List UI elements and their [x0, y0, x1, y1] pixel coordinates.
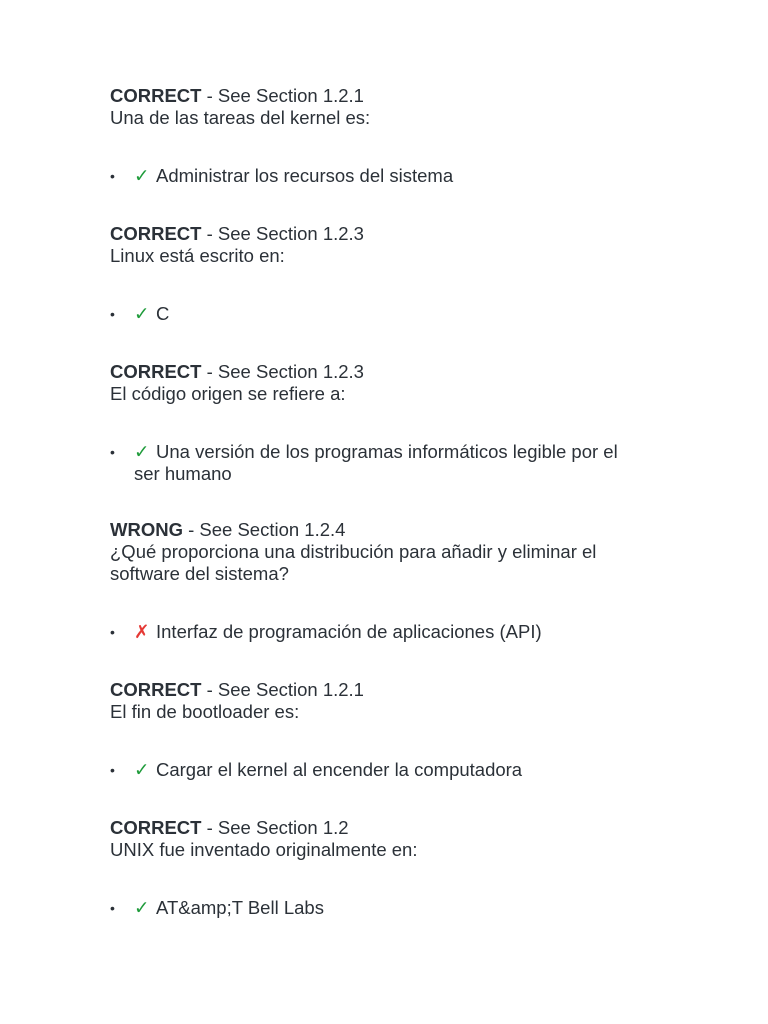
answer-item	[110, 759, 670, 781]
result-line	[110, 679, 670, 701]
answer-text: Una versión de los programas informáticos legible por el ser humano	[134, 441, 618, 484]
answer-list	[110, 621, 670, 643]
answer-list	[110, 759, 670, 781]
section-reference: - See Section 1.2.4	[182, 519, 346, 540]
question-text: ¿Qué proporciona una distribución para añadir y eliminar el software del sistema?	[110, 541, 597, 584]
check-icon: ✓	[134, 897, 150, 918]
quiz-item	[110, 361, 670, 485]
section-reference: - See Section 1.2.1	[201, 85, 364, 106]
status-correct: CORRECT	[110, 361, 202, 382]
answer-list	[110, 303, 670, 325]
check-icon: ✓	[134, 165, 150, 186]
section-reference: - See Section 1.2.3	[201, 361, 364, 382]
bullet: •	[110, 444, 115, 460]
answer-text: Interfaz de programación de aplicaciones (API)	[156, 621, 542, 642]
answer-text: AT&amp;T Bell Labs	[156, 897, 324, 918]
result-line	[110, 223, 670, 245]
answer-list	[110, 165, 670, 187]
answer-text: Cargar el kernel al encender la computadora	[156, 759, 523, 780]
quiz-item	[110, 519, 670, 643]
bullet: •	[110, 306, 115, 322]
status-correct: CORRECT	[110, 679, 202, 700]
result-line	[110, 85, 670, 107]
quiz-item	[110, 223, 670, 325]
quiz-item	[110, 679, 670, 781]
check-icon: ✓	[134, 303, 150, 324]
question-text: Una de las tareas del kernel es:	[110, 107, 371, 128]
cross-icon: ✗	[134, 621, 150, 642]
section-reference: - See Section 1.2.1	[201, 679, 364, 700]
question-text: UNIX fue inventado originalmente en:	[110, 839, 418, 860]
answer-item	[110, 897, 670, 919]
quiz-item	[110, 85, 670, 187]
question-text: El código origen se refiere a:	[110, 383, 346, 404]
question-text: Linux está escrito en:	[110, 245, 285, 266]
status-correct: CORRECT	[110, 223, 202, 244]
result-line	[110, 361, 670, 383]
quiz-item	[110, 817, 670, 919]
answer-text: Administrar los recursos del sistema	[156, 165, 454, 186]
answer-item	[110, 441, 670, 485]
result-line	[110, 817, 670, 839]
status-wrong: WRONG	[110, 519, 183, 540]
answer-item	[110, 165, 670, 187]
answer-list	[110, 441, 670, 485]
bullet: •	[110, 168, 115, 184]
section-reference: - See Section 1.2	[201, 817, 349, 838]
answer-list	[110, 897, 670, 919]
answer-item	[110, 621, 670, 643]
check-icon: ✓	[134, 441, 150, 462]
status-correct: CORRECT	[110, 85, 202, 106]
bullet: •	[110, 762, 115, 778]
check-icon: ✓	[134, 759, 150, 780]
section-reference: - See Section 1.2.3	[201, 223, 364, 244]
bullet: •	[110, 624, 115, 640]
answer-text: C	[156, 303, 170, 324]
answer-item	[110, 303, 670, 325]
bullet: •	[110, 900, 115, 916]
status-correct: CORRECT	[110, 817, 202, 838]
result-line	[110, 519, 670, 541]
question-text: El fin de bootloader es:	[110, 701, 300, 722]
